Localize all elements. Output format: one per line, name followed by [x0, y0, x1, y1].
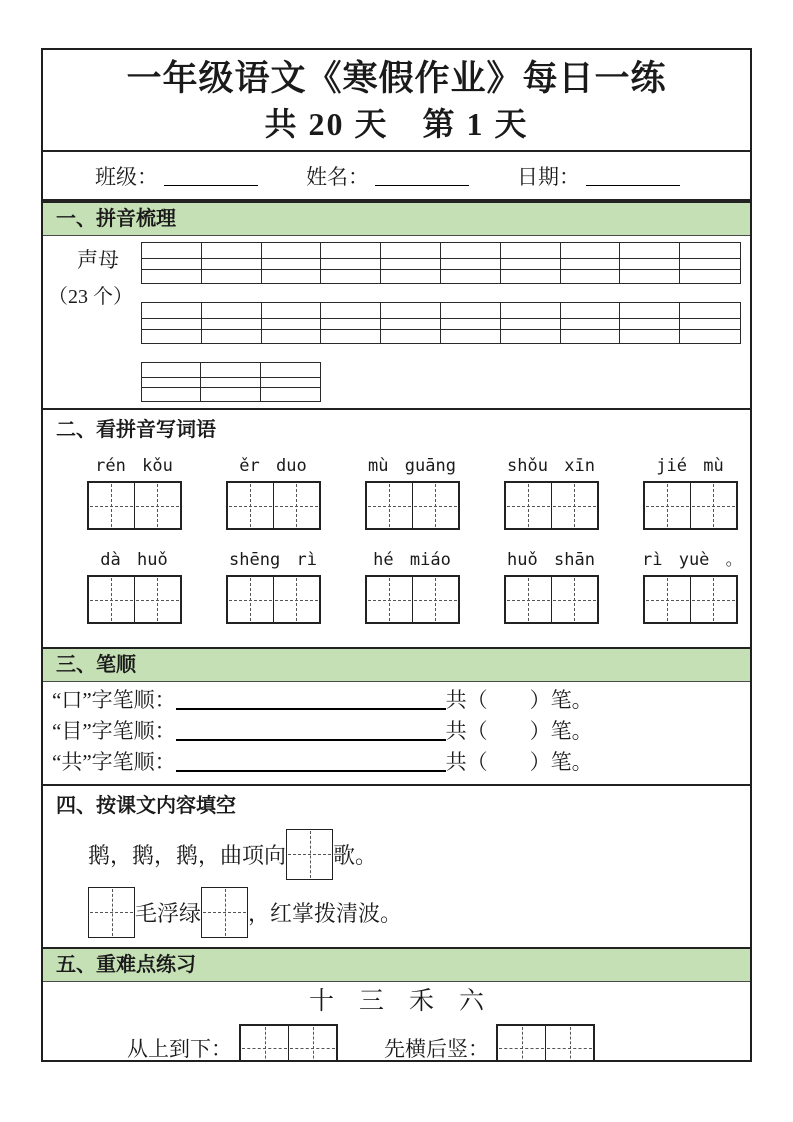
pinyin-grid-cell: [202, 243, 262, 259]
pinyin-grid-cell: [381, 330, 441, 343]
pinyin-label: dà huǒ: [100, 550, 168, 570]
answer-blank: [176, 748, 446, 772]
practice-label: 从上到下：: [127, 1036, 232, 1061]
pinyin-tables: [141, 236, 750, 408]
pinyin-grid-cell: [561, 243, 621, 259]
pinyin-grid-cell: [262, 330, 322, 343]
tian-zi-ge-cell: [551, 483, 597, 528]
dashed-horizontal-line: [242, 1048, 287, 1049]
section5-title: 五、重难点练习: [56, 954, 196, 976]
pinyin-label: huǒ shān: [507, 550, 595, 570]
section1-title: 一、拼音梳理: [56, 208, 176, 230]
fill-line2-tail: ，红掌拨清波。: [248, 900, 403, 926]
word-row: [43, 455, 750, 533]
pinyin-grid-cell: [381, 270, 441, 283]
dashed-horizontal-line: [553, 506, 596, 507]
pinyin-grid-cell: [261, 388, 320, 401]
tian-zi-ge-cell: [645, 577, 690, 622]
writing-box-pair: [226, 575, 321, 624]
section4-title: 四、按课文内容填空: [56, 795, 236, 817]
pinyin-grid-cell: [262, 243, 322, 259]
pinyin-grid-cell: [202, 259, 262, 270]
section5-content: [43, 987, 750, 1062]
class-field: [95, 161, 258, 191]
dashed-vertical-line: [522, 1027, 523, 1062]
dashed-horizontal-line: [368, 600, 411, 601]
pinyin-grid-cell: [441, 259, 501, 270]
dashed-vertical-line: [313, 1027, 314, 1062]
pinyin-grid-cell: [561, 270, 621, 283]
writing-box-pair: [226, 481, 321, 530]
section-practice: [43, 947, 750, 1062]
section1-header: [43, 203, 750, 236]
stroke-order-line: [52, 716, 750, 747]
dashed-horizontal-line: [414, 600, 457, 601]
pinyin-grid-cell: [561, 303, 621, 319]
pinyin-grid-cell: [561, 319, 621, 330]
pinyin-grid-table: [141, 362, 321, 402]
date-label: 日期：: [517, 164, 580, 189]
pinyin-grid-cell: [142, 378, 201, 388]
pinyin-grid-cell: [381, 303, 441, 319]
stroke-count-suffix: 共（ ）笔。: [445, 688, 593, 712]
dashed-horizontal-line: [499, 1048, 544, 1049]
section3-header: [43, 649, 750, 682]
writing-box-pair: [365, 575, 460, 624]
pinyin-grid-cell: [441, 303, 501, 319]
writing-box-pair: [496, 1024, 595, 1062]
section2-header: [43, 410, 750, 449]
pinyin-grid-cell: [441, 330, 501, 343]
tian-zi-ge-cell: [690, 483, 736, 528]
pinyin-grid-cell: [321, 270, 381, 283]
pinyin-grid-cell: [142, 388, 201, 401]
pinyin-label: jié mù: [656, 456, 724, 476]
pinyin-grid-cell: [262, 259, 322, 270]
pinyin-grid-cell: [201, 378, 260, 388]
tian-zi-ge-box: [286, 829, 333, 880]
fill-line1-text: 鹅，鹅，鹅，曲项向: [88, 842, 287, 868]
answer-blank: [176, 686, 446, 710]
pinyin-label: shēng rì: [229, 550, 317, 570]
pinyin-grid-cell: [142, 259, 202, 270]
dashed-horizontal-line: [553, 600, 596, 601]
tian-zi-ge-cell: [89, 483, 134, 528]
writing-box-pair: [239, 1024, 338, 1062]
pinyin-grid-table: [141, 302, 741, 344]
tian-zi-ge-box: [88, 887, 135, 938]
class-blank: [164, 165, 258, 186]
tian-zi-ge-cell: [412, 483, 458, 528]
tian-zi-ge-cell: [645, 483, 690, 528]
pinyin-grid-cell: [202, 303, 262, 319]
practice-item: [384, 1024, 595, 1062]
dashed-horizontal-line: [90, 912, 133, 913]
pinyin-label: rì yuè 。: [642, 550, 743, 570]
pinyin-grid-cell: [620, 270, 680, 283]
dashed-horizontal-line: [90, 506, 133, 507]
dashed-vertical-line: [570, 1027, 571, 1062]
tian-zi-ge-cell: [241, 1026, 288, 1062]
pinyin-grid-cell: [262, 270, 322, 283]
pinyin-grid-cell: [201, 388, 260, 401]
fill-line1-tail: 歌。: [333, 842, 378, 868]
class-label: 班级：: [95, 164, 158, 189]
word-item: [503, 549, 599, 627]
fill-line-2: [88, 885, 750, 939]
name-label: 姓名：: [306, 164, 369, 189]
pinyin-grid-cell: [620, 303, 680, 319]
pinyin-grid-cell: [142, 319, 202, 330]
tian-zi-ge-cell: [288, 1026, 336, 1062]
dashed-horizontal-line: [507, 506, 550, 507]
pinyin-grid-cell: [381, 243, 441, 259]
stroke-prompt: “目”字笔顺：: [52, 719, 176, 743]
initials-label: 声母: [77, 248, 119, 272]
tian-zi-ge-cell: [367, 483, 412, 528]
worksheet-title: 一年级语文《寒假作业》每日一练: [126, 59, 667, 98]
stroke-order-line: [52, 747, 750, 778]
pinyin-grid-cell: [501, 330, 561, 343]
section4-header: [43, 786, 750, 825]
dashed-horizontal-line: [414, 506, 457, 507]
dashed-horizontal-line: [646, 600, 689, 601]
worksheet-sheet: [41, 48, 752, 1062]
word-row: [43, 549, 750, 627]
pinyin-grid-cell: [262, 303, 322, 319]
dashed-horizontal-line: [547, 1048, 592, 1049]
pinyin-grid-cell: [501, 259, 561, 270]
pinyin-grid-cell: [620, 259, 680, 270]
tian-zi-ge-cell: [273, 577, 319, 622]
word-item: [503, 455, 599, 533]
tian-zi-ge-cell: [367, 577, 412, 622]
tian-zi-ge-cell: [273, 483, 319, 528]
pinyin-grid-cell: [142, 270, 202, 283]
pinyin-grid-cell: [680, 270, 740, 283]
dashed-horizontal-line: [288, 854, 331, 855]
fill-line2-text: 毛浮绿: [135, 900, 202, 926]
tian-zi-ge-cell: [89, 577, 134, 622]
section2-title: 二、看拼音写词语: [56, 419, 216, 441]
word-item: [364, 455, 460, 533]
pinyin-grid-cell: [620, 319, 680, 330]
name-field: [306, 161, 469, 191]
writing-box-pair: [87, 575, 182, 624]
pinyin-grid-cell: [620, 243, 680, 259]
stroke-prompt: “口”字笔顺：: [52, 688, 176, 712]
writing-box-pair: [504, 481, 599, 530]
pinyin-grid-cell: [441, 243, 501, 259]
pinyin-grid-cell: [202, 330, 262, 343]
tian-zi-ge-cell: [228, 577, 273, 622]
word-item: [86, 549, 182, 627]
stroke-count-suffix: 共（ ）笔。: [445, 750, 593, 774]
pinyin-label: ěr duo: [239, 456, 307, 476]
dashed-horizontal-line: [136, 506, 179, 507]
tian-zi-ge-cell: [551, 577, 597, 622]
answer-blank: [176, 717, 446, 741]
dashed-horizontal-line: [646, 506, 689, 507]
tian-zi-ge-cell: [506, 483, 551, 528]
tian-zi-ge-cell: [134, 483, 180, 528]
section-words: [43, 408, 750, 647]
dashed-horizontal-line: [507, 600, 550, 601]
dashed-horizontal-line: [229, 600, 272, 601]
tian-zi-ge-cell: [506, 577, 551, 622]
pinyin-label: shǒu xīn: [507, 456, 595, 476]
pinyin-grid-cell: [501, 270, 561, 283]
dashed-horizontal-line: [692, 506, 735, 507]
date-field: [517, 161, 680, 191]
pinyin-label: rén kǒu: [95, 456, 173, 476]
word-item: [225, 549, 321, 627]
dashed-horizontal-line: [136, 600, 179, 601]
pinyin-grid-cell: [381, 259, 441, 270]
initials-count-label: （23 个）: [48, 286, 133, 308]
pinyin-grid-table: [141, 242, 741, 284]
section2-content: [43, 455, 750, 647]
writing-box-pair: [365, 481, 460, 530]
word-item: [642, 455, 738, 533]
pinyin-grid-cell: [142, 363, 201, 378]
dashed-horizontal-line: [290, 1048, 335, 1049]
dashed-horizontal-line: [275, 600, 318, 601]
word-item: [642, 549, 743, 627]
info-row: [43, 152, 750, 201]
pinyin-grid-cell: [680, 319, 740, 330]
pinyin-grid-cell: [561, 259, 621, 270]
section-strokes: [43, 647, 750, 784]
worksheet-subtitle: 共 20 天 第 1 天: [264, 106, 529, 142]
pinyin-grid-cell: [680, 243, 740, 259]
practice-characters: 十 三 禾 六: [308, 988, 484, 1015]
tian-zi-ge-cell: [545, 1026, 593, 1062]
pinyin-grid-cell: [321, 330, 381, 343]
pinyin-grid-cell: [321, 259, 381, 270]
title-block: [43, 50, 750, 152]
pinyin-grid-cell: [680, 330, 740, 343]
writing-box-pair: [643, 481, 738, 530]
word-item: [364, 549, 460, 627]
pinyin-grid-cell: [202, 270, 262, 283]
section-fill: [43, 784, 750, 947]
pinyin-grid-cell: [321, 319, 381, 330]
pinyin-grid-cell: [501, 243, 561, 259]
dashed-vertical-line: [265, 1027, 266, 1062]
pinyin-grid-cell: [142, 243, 202, 259]
dashed-horizontal-line: [203, 912, 246, 913]
date-blank: [586, 165, 680, 186]
dashed-horizontal-line: [229, 506, 272, 507]
practice-items-row: [43, 1024, 750, 1062]
pinyin-grid-cell: [321, 243, 381, 259]
dashed-horizontal-line: [90, 600, 133, 601]
tian-zi-ge-cell: [690, 577, 736, 622]
tian-zi-ge-cell: [134, 577, 180, 622]
stroke-count-suffix: 共（ ）笔。: [445, 719, 593, 743]
pinyin-grid-cell: [680, 259, 740, 270]
pinyin-label: mù guāng: [368, 456, 456, 476]
word-item: [225, 455, 321, 533]
pinyin-grid-cell: [202, 319, 262, 330]
pinyin-grid-cell: [142, 330, 202, 343]
section-pinyin: [43, 201, 750, 408]
section1-content: [43, 236, 750, 408]
practice-item: [127, 1024, 338, 1062]
stroke-order-line: [52, 685, 750, 716]
stroke-prompt: “共”字笔顺：: [52, 750, 176, 774]
dashed-horizontal-line: [368, 506, 411, 507]
dashed-horizontal-line: [275, 506, 318, 507]
pinyin-grid-cell: [321, 303, 381, 319]
pinyin-grid-cell: [261, 363, 320, 378]
practice-label: 先横后竖：: [384, 1036, 489, 1061]
pinyin-grid-cell: [142, 303, 202, 319]
pinyin-grid-cell: [501, 303, 561, 319]
dashed-horizontal-line: [692, 600, 735, 601]
writing-box-pair: [87, 481, 182, 530]
section5-header: [43, 949, 750, 982]
pinyin-grid-cell: [201, 363, 260, 378]
section4-content: [43, 825, 750, 947]
tian-zi-ge-cell: [412, 577, 458, 622]
pinyin-grid-cell: [441, 319, 501, 330]
fill-line-1: [88, 827, 750, 881]
section3-title: 三、笔顺: [56, 654, 136, 676]
pinyin-label: hé miáo: [373, 550, 451, 570]
writing-box-pair: [504, 575, 599, 624]
writing-box-pair: [643, 575, 738, 624]
pinyin-grid-cell: [501, 319, 561, 330]
section3-content: [43, 682, 750, 784]
pinyin-grid-cell: [381, 319, 441, 330]
word-item: [86, 455, 182, 533]
tian-zi-ge-cell: [498, 1026, 545, 1062]
pinyin-grid-cell: [262, 319, 322, 330]
pinyin-grid-cell: [261, 378, 320, 388]
pinyin-grid-cell: [561, 330, 621, 343]
pinyin-grid-cell: [441, 270, 501, 283]
name-blank: [375, 165, 469, 186]
tian-zi-ge-box: [201, 887, 248, 938]
tian-zi-ge-cell: [228, 483, 273, 528]
pinyin-grid-cell: [680, 303, 740, 319]
pinyin-grid-cell: [620, 330, 680, 343]
